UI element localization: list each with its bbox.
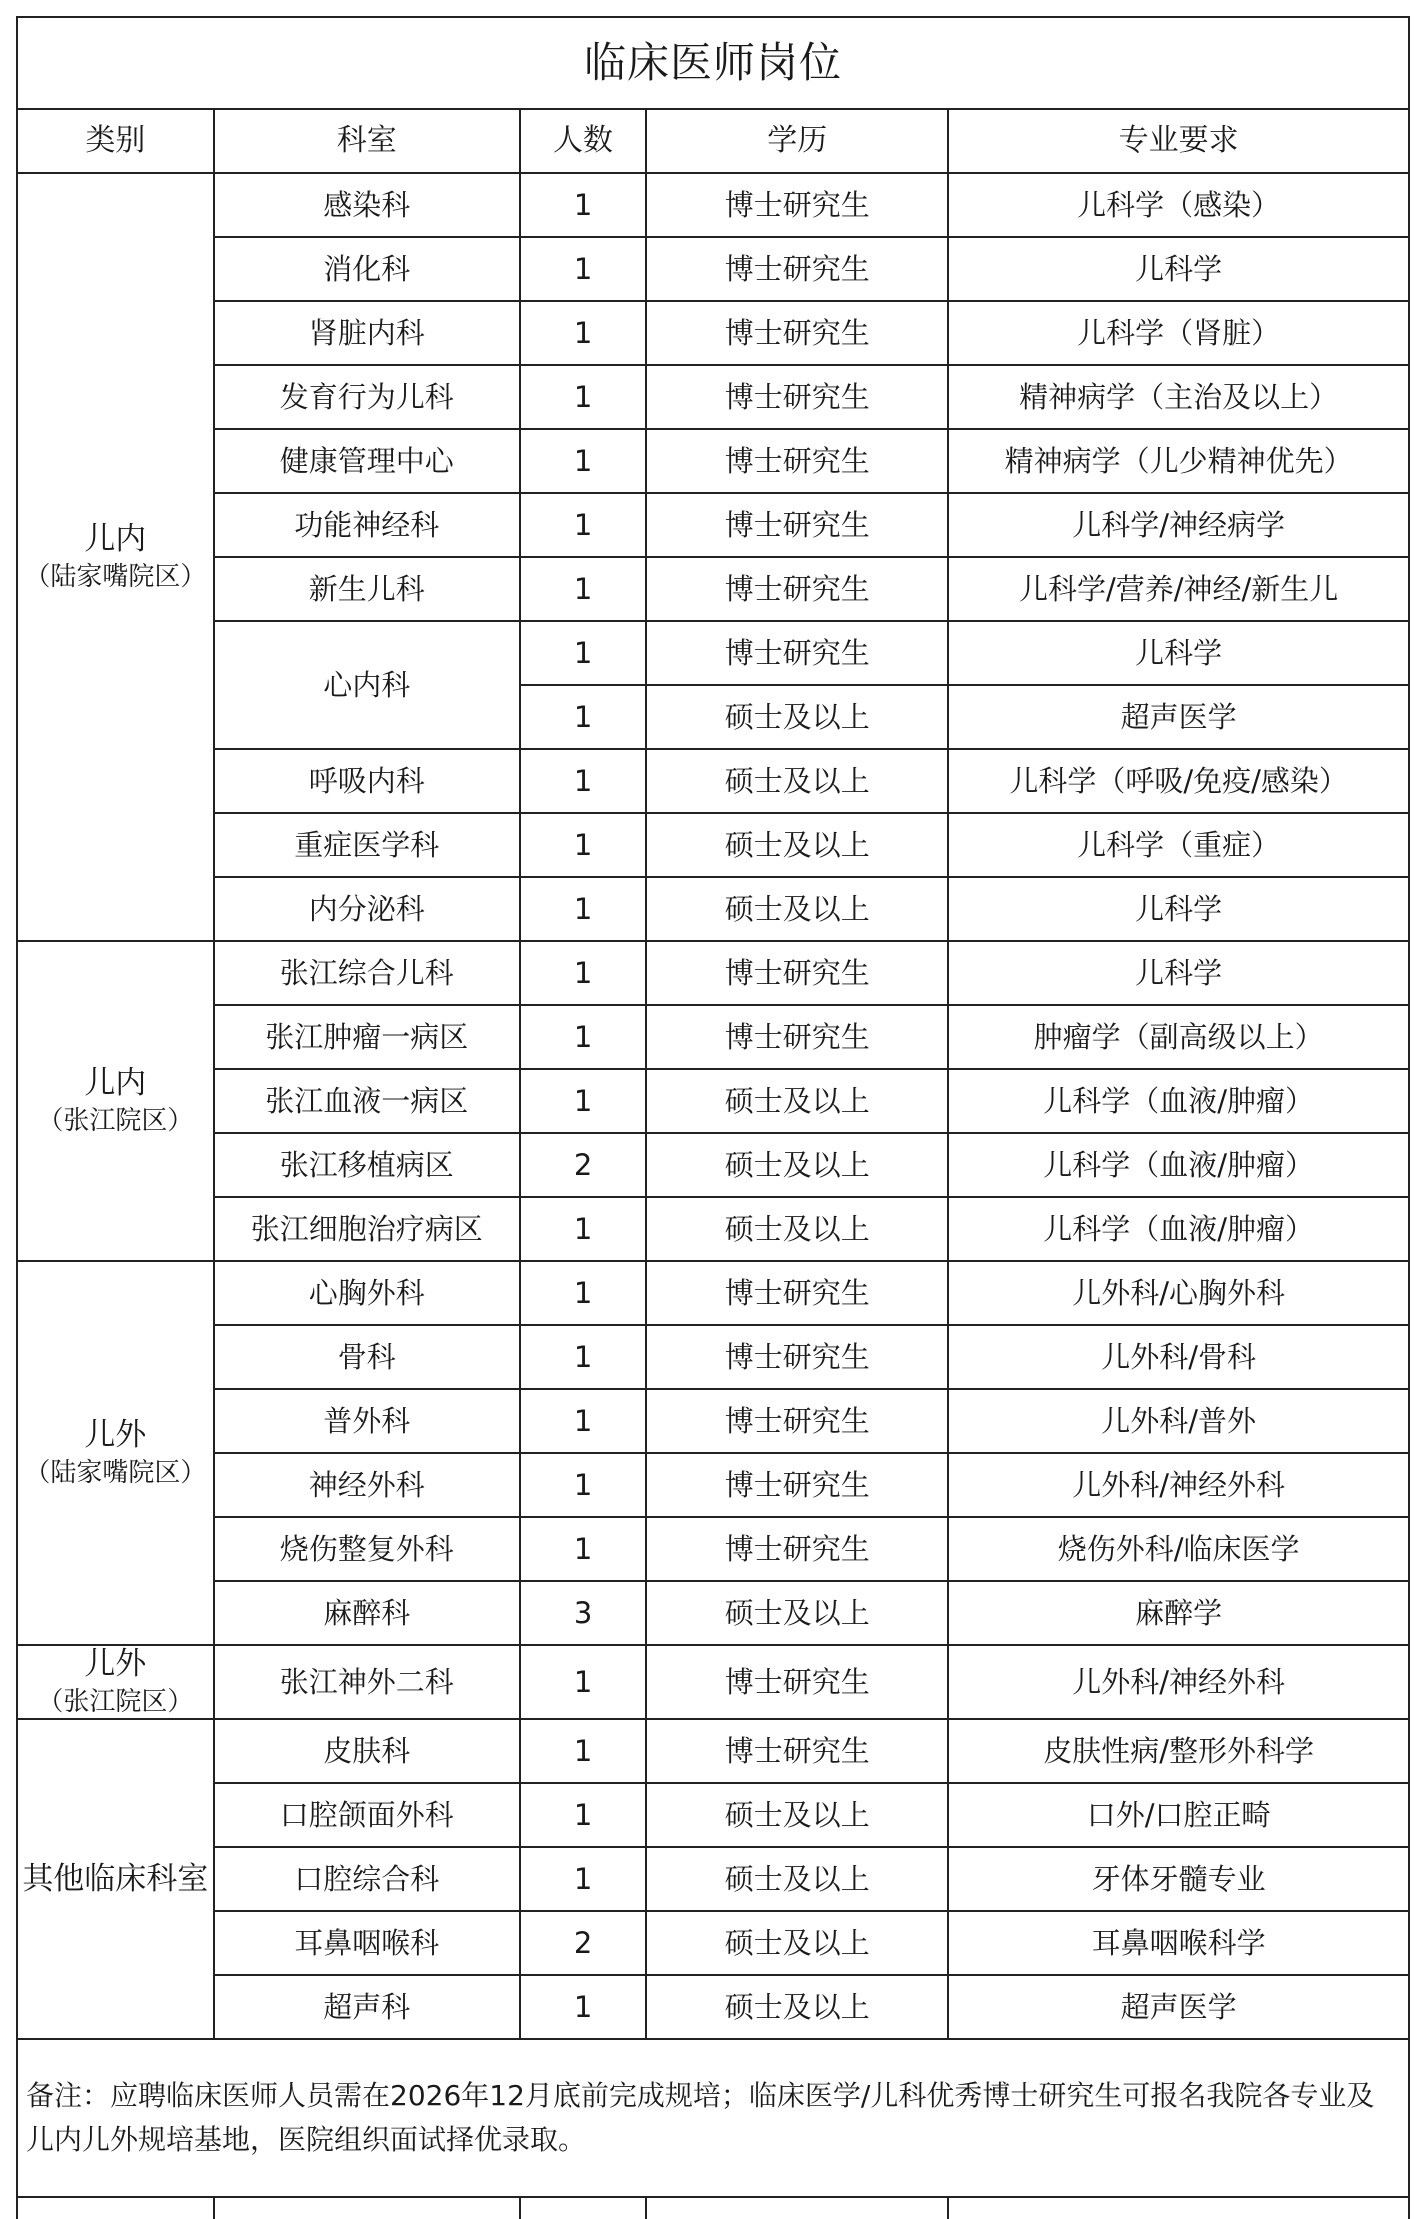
- education-cell: 硕士及以上: [646, 685, 948, 749]
- major-cell: 儿外科/神经外科: [948, 1645, 1409, 1719]
- tail-cell: [948, 2197, 1409, 2219]
- major-cell: 烧伤外科/临床医学: [948, 1517, 1409, 1581]
- table-row: [17, 557, 1409, 621]
- count-cell: 1: [520, 1261, 646, 1325]
- tail-cell: [646, 2197, 948, 2219]
- major-cell: 儿科学（感染）: [948, 173, 1409, 237]
- department-cell: 健康管理中心: [214, 429, 520, 493]
- department-cell: 重症医学科: [214, 813, 520, 877]
- count-cell: 1: [520, 877, 646, 941]
- education-cell: 博士研究生: [646, 1719, 948, 1783]
- department-cell: 神经外科: [214, 1453, 520, 1517]
- department-cell: 麻醉科: [214, 1581, 520, 1645]
- education-cell: 博士研究生: [646, 1453, 948, 1517]
- major-cell: 儿科学: [948, 237, 1409, 301]
- major-cell: 儿外科/普外: [948, 1389, 1409, 1453]
- major-cell: 儿科学/营养/神经/新生儿: [948, 557, 1409, 621]
- department-cell: 内分泌科: [214, 877, 520, 941]
- count-cell: 3: [520, 1581, 646, 1645]
- department-cell: 张江细胞治疗病区: [214, 1197, 520, 1261]
- table-row: [17, 1783, 1409, 1847]
- education-cell: 硕士及以上: [646, 1581, 948, 1645]
- education-cell: 博士研究生: [646, 1325, 948, 1389]
- count-cell: 1: [520, 1389, 646, 1453]
- table-body: [17, 173, 1409, 2039]
- education-cell: 硕士及以上: [646, 1197, 948, 1261]
- major-cell: 儿科学（血液/肿瘤）: [948, 1133, 1409, 1197]
- table-row: [17, 813, 1409, 877]
- education-cell: 硕士及以上: [646, 1783, 948, 1847]
- major-cell: 耳鼻咽喉科学: [948, 1911, 1409, 1975]
- department-cell: 张江肿瘤一病区: [214, 1005, 520, 1069]
- table-row: [17, 1719, 1409, 1783]
- count-cell: 1: [520, 685, 646, 749]
- table-row: [17, 1975, 1409, 2039]
- count-cell: 1: [520, 1005, 646, 1069]
- category-campus: （陆家嘴院区）: [24, 1458, 207, 1488]
- count-cell: 2: [520, 1133, 646, 1197]
- table-row: [17, 1645, 1409, 1719]
- clinical-physician-positions-table: [16, 16, 1410, 2219]
- table-row: [17, 237, 1409, 301]
- education-cell: 博士研究生: [646, 557, 948, 621]
- department-cell: 张江移植病区: [214, 1133, 520, 1197]
- education-cell: 硕士及以上: [646, 877, 948, 941]
- tail-cell: [214, 2197, 520, 2219]
- table-row: [17, 429, 1409, 493]
- table-title: 临床医师岗位: [17, 17, 1409, 109]
- major-cell: 儿科学（血液/肿瘤）: [948, 1197, 1409, 1261]
- count-cell: 1: [520, 429, 646, 493]
- department-cell: 张江综合儿科: [214, 941, 520, 1005]
- education-cell: 博士研究生: [646, 1261, 948, 1325]
- count-cell: 1: [520, 1453, 646, 1517]
- count-cell: 1: [520, 493, 646, 557]
- major-cell: 儿科学（血液/肿瘤）: [948, 1069, 1409, 1133]
- category-campus: （陆家嘴院区）: [24, 562, 207, 592]
- education-cell: 硕士及以上: [646, 813, 948, 877]
- major-cell: 口外/口腔正畸: [948, 1783, 1409, 1847]
- table-row: [17, 1389, 1409, 1453]
- education-cell: 博士研究生: [646, 493, 948, 557]
- count-cell: 1: [520, 557, 646, 621]
- department-cell: 耳鼻咽喉科: [214, 1911, 520, 1975]
- table-row: [17, 1133, 1409, 1197]
- department-cell: 普外科: [214, 1389, 520, 1453]
- department-cell: 张江神外二科: [214, 1645, 520, 1719]
- category-name: 其他临床科室: [22, 1860, 209, 1897]
- table-row: [17, 1847, 1409, 1911]
- department-cell: 新生儿科: [214, 557, 520, 621]
- table-row: [17, 941, 1409, 1005]
- major-cell: 儿科学: [948, 621, 1409, 685]
- count-cell: 1: [520, 1975, 646, 2039]
- count-cell: 1: [520, 1069, 646, 1133]
- department-cell: 发育行为儿科: [214, 365, 520, 429]
- count-cell: 1: [520, 1517, 646, 1581]
- education-cell: 硕士及以上: [646, 1975, 948, 2039]
- table-note: 备注：应聘临床医师人员需在2026年12月底前完成规培；临床医学/儿科优秀博士研究生可报名我院各专业及儿内儿外规培基地，医院组织面试择优录取。: [17, 2039, 1409, 2197]
- department-cell: 张江血液一病区: [214, 1069, 520, 1133]
- category-name: 儿外: [84, 1416, 147, 1453]
- category-cell: [17, 1719, 214, 2039]
- table-row: [17, 1453, 1409, 1517]
- major-cell: 儿科学（呼吸/免疫/感染）: [948, 749, 1409, 813]
- count-cell: 1: [520, 813, 646, 877]
- education-cell: 博士研究生: [646, 237, 948, 301]
- header-count: 人数: [520, 109, 646, 173]
- tail-cell: [17, 2197, 214, 2219]
- count-cell: 1: [520, 1847, 646, 1911]
- table-row: [17, 1069, 1409, 1133]
- table-row: [17, 1517, 1409, 1581]
- major-cell: 儿科学: [948, 941, 1409, 1005]
- department-cell: 功能神经科: [214, 493, 520, 557]
- education-cell: 博士研究生: [646, 173, 948, 237]
- count-cell: 1: [520, 621, 646, 685]
- major-cell: 超声医学: [948, 685, 1409, 749]
- count-cell: 1: [520, 749, 646, 813]
- count-cell: 1: [520, 941, 646, 1005]
- major-cell: 儿科学: [948, 877, 1409, 941]
- category-campus: （张江院区）: [37, 1106, 194, 1136]
- education-cell: 硕士及以上: [646, 1911, 948, 1975]
- education-cell: 硕士及以上: [646, 1133, 948, 1197]
- department-cell: 呼吸内科: [214, 749, 520, 813]
- department-cell: 骨科: [214, 1325, 520, 1389]
- major-cell: 儿科学（肾脏）: [948, 301, 1409, 365]
- category-cell: [17, 173, 214, 941]
- major-cell: 儿科学（重症）: [948, 813, 1409, 877]
- category-name: 儿外: [84, 1646, 147, 1682]
- education-cell: 博士研究生: [646, 941, 948, 1005]
- count-cell: 1: [520, 1325, 646, 1389]
- table-row: [17, 1261, 1409, 1325]
- count-cell: 1: [520, 173, 646, 237]
- department-cell: 肾脏内科: [214, 301, 520, 365]
- department-cell: 消化科: [214, 237, 520, 301]
- education-cell: 硕士及以上: [646, 1069, 948, 1133]
- header-department: 科室: [214, 109, 520, 173]
- category-campus: （张江院区）: [37, 1687, 194, 1718]
- header-category: 类别: [17, 109, 214, 173]
- department-cell: 烧伤整复外科: [214, 1517, 520, 1581]
- education-cell: 硕士及以上: [646, 749, 948, 813]
- table-row: [17, 1197, 1409, 1261]
- category-cell: [17, 1261, 214, 1645]
- education-cell: 博士研究生: [646, 621, 948, 685]
- major-cell: 牙体牙髓专业: [948, 1847, 1409, 1911]
- major-cell: 精神病学（主治及以上）: [948, 365, 1409, 429]
- education-cell: 博士研究生: [646, 365, 948, 429]
- table-row: [17, 1325, 1409, 1389]
- count-cell: 1: [520, 1719, 646, 1783]
- table-row: [17, 621, 1409, 685]
- education-cell: 博士研究生: [646, 1389, 948, 1453]
- education-cell: 硕士及以上: [646, 1847, 948, 1911]
- category-cell: [17, 941, 214, 1261]
- table-row: [17, 365, 1409, 429]
- table-row: [17, 877, 1409, 941]
- major-cell: 皮肤性病/整形外科学: [948, 1719, 1409, 1783]
- major-cell: 儿外科/神经外科: [948, 1453, 1409, 1517]
- table-row: [17, 301, 1409, 365]
- tail-cell: [520, 2197, 646, 2219]
- count-cell: 1: [520, 365, 646, 429]
- department-cell: 心胸外科: [214, 1261, 520, 1325]
- education-cell: 博士研究生: [646, 429, 948, 493]
- count-cell: 1: [520, 1783, 646, 1847]
- education-cell: 博士研究生: [646, 1005, 948, 1069]
- major-cell: 精神病学（儿少精神优先）: [948, 429, 1409, 493]
- department-cell: 感染科: [214, 173, 520, 237]
- major-cell: 儿外科/心胸外科: [948, 1261, 1409, 1325]
- job-table-sheet: [16, 16, 1410, 2219]
- major-cell: 超声医学: [948, 1975, 1409, 2039]
- table-row: [17, 173, 1409, 237]
- count-cell: 2: [520, 1911, 646, 1975]
- table-row: [17, 493, 1409, 557]
- department-cell: 口腔综合科: [214, 1847, 520, 1911]
- major-cell: 儿外科/骨科: [948, 1325, 1409, 1389]
- table-row: [17, 1005, 1409, 1069]
- count-cell: 1: [520, 301, 646, 365]
- header-education: 学历: [646, 109, 948, 173]
- table-row: [17, 1911, 1409, 1975]
- category-cell: [17, 1645, 214, 1719]
- count-cell: 1: [520, 1645, 646, 1719]
- department-cell: 心内科: [214, 621, 520, 749]
- education-cell: 博士研究生: [646, 1517, 948, 1581]
- category-name: 儿内: [84, 520, 147, 557]
- department-cell: 口腔颌面外科: [214, 1783, 520, 1847]
- education-cell: 博士研究生: [646, 301, 948, 365]
- department-cell: 皮肤科: [214, 1719, 520, 1783]
- education-cell: 博士研究生: [646, 1645, 948, 1719]
- header-major: 专业要求: [948, 109, 1409, 173]
- table-row: [17, 749, 1409, 813]
- count-cell: 1: [520, 1197, 646, 1261]
- count-cell: 1: [520, 237, 646, 301]
- major-cell: 儿科学/神经病学: [948, 493, 1409, 557]
- table-row: [17, 1581, 1409, 1645]
- department-cell: 超声科: [214, 1975, 520, 2039]
- major-cell: 肿瘤学（副高级以上）: [948, 1005, 1409, 1069]
- category-name: 儿内: [84, 1064, 147, 1101]
- major-cell: 麻醉学: [948, 1581, 1409, 1645]
